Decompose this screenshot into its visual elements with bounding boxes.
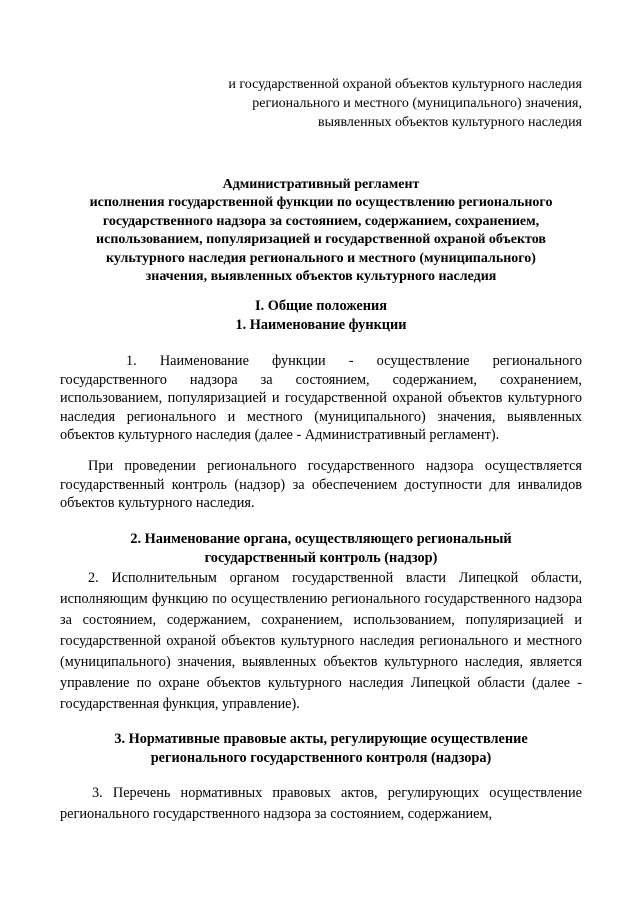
section-3-heading bbox=[60, 730, 582, 768]
title-line: исполнения государственной функции по осуществлению регионального bbox=[89, 195, 553, 211]
paragraph-3: 3. Перечень нормативных правовых актов, регулирующих осуществление регионального государственного надзора за состоянием, содержанием, bbox=[60, 785, 582, 822]
title-line: культурного наследия регионального и местного (муниципального) bbox=[106, 250, 536, 266]
section-1-heading bbox=[60, 297, 582, 335]
title-line: значения, выявленных объектов культурного наследия bbox=[145, 269, 497, 285]
title-line: Административный регламент bbox=[222, 177, 420, 192]
paragraph-1-note: При проведении регионального государственного надзора осуществляется государственный контроль (надзор) за обеспечением доступности для инвалидов объектов культурного наследия. bbox=[60, 458, 582, 512]
paragraph-1: 1. Наименование функции - осуществление регионального государственного надзора за состоянием, содержанием, сохранением, использованием, популяризацией и государственной охраной объектов культурного наследия регионального и местного (муниципального) значения, выявленных объектов культурного наследия (далее - Административный регламент). bbox=[60, 353, 582, 444]
section-heading-line: государственный контроль (надзор) bbox=[204, 550, 438, 566]
paragraph-2: 2. Исполнительным органом государственной власти Липецкой области, исполняющим функцию по осуществлению регионального государственного надзора за состоянием, содержанием, сохранением, использованием, популяризацией и государственной охраной объектов культурного наследия регионального и местного (муниципального) значения, выявленных объектов культурного наследия, является управление по охране объектов культурного наследия Липецкой области (далее - государственная функция, управление). bbox=[60, 570, 582, 712]
document-header bbox=[162, 75, 582, 132]
section-heading-line: регионального государственного контроля (надзора) bbox=[150, 750, 492, 766]
header-line: и государственной охраной объектов культурного наследия bbox=[228, 77, 582, 92]
title-line: государственного надзора за состоянием, содержанием, сохранением, bbox=[102, 213, 540, 229]
document-title bbox=[60, 176, 582, 286]
section-heading-line: 2. Наименование органа, осуществляющего региональный bbox=[130, 531, 512, 547]
title-line: использованием, популяризацией и государственной охраной объектов bbox=[96, 232, 546, 248]
header-line: регионального и местного (муниципального) значения, bbox=[252, 96, 582, 111]
header-line: выявленных объектов культурного наследия bbox=[318, 115, 582, 130]
section-heading: I. Общие положения bbox=[255, 298, 387, 314]
section-2-heading bbox=[60, 530, 582, 568]
section-subheading: 1. Наименование функции bbox=[235, 317, 407, 333]
section-heading-line: 3. Нормативные правовые акты, регулирующие осуществление bbox=[114, 731, 528, 747]
